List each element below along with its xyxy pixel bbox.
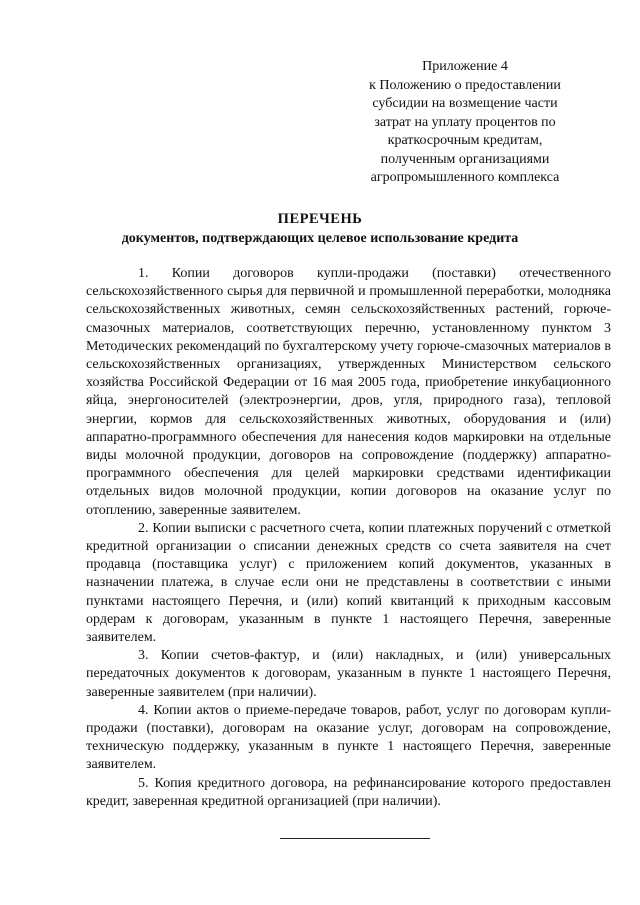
appendix-line: Приложение 4 [422, 59, 508, 74]
appendix-line: агропромышленного комплекса [370, 170, 560, 185]
appendix-line: затрат на уплату процентов по [374, 114, 556, 130]
footer-divider [280, 838, 430, 839]
list-item: 1. Копии договоров купли-продажи (поставки) отечественного сельскохозяйственного сырья для первичной и промышленной переработки, молодняка сельскохозяйственных животных, семян сельскохозяйственных растений, горюче-смазочных материалов, соответствующих перечню, установленному пунктом 3 Методических рекомендаций по бухгалтерскому учету горюче-смазочных материалов в сельскохозяйственных организациях, утвержденных Министерством сельского хозяйства Российской Федерации от 16 мая 2005 года, приобретение инкубационного яйца, энергоносителей (электроэнергии, дров, угля, природного газа), тепловой энергии, кормов для сельскохозяйственных животных, оборудования и (или) аппаратно-программного обеспечения для нанесения кодов маркировки на отдельные виды молочной продукции, договоров на сопровождение (поддержку) аппаратно-программного обеспечения для целей маркировки средствами идентификации отдельных видов молочной продукции, копии договоров на оказание услуг по отоплению, заверенные заявителем. [86, 266, 611, 518]
appendix-line: полученным организациями [380, 151, 550, 167]
document-heading [0, 210, 640, 248]
appendix-line: к Положению о предоставлении [369, 77, 561, 93]
list-item: 3. Копии счетов-фактур, и (или) накладных, и (или) универсальных передаточных документов к договорам, указанным в пункте 1 настоящего Перечня, заверенные заявителем (при наличии). [86, 648, 611, 700]
document-subtitle: документов, подтверждающих целевое использование кредита [121, 231, 519, 246]
document-body [86, 265, 611, 811]
appendix-block [340, 58, 590, 188]
appendix-line: субсидии на возмещение части [372, 96, 558, 111]
list-item: 4. Копии актов о приеме-передаче товаров, работ, услуг по договорам купли-продажи (поставки), договорам на оказание услуг, договорам на сопровождение, техническую поддержку, указанным в пункте 1 настоящего Перечня, заверенные заявителем. [86, 702, 611, 773]
appendix-line: краткосрочным кредитам, [387, 133, 543, 148]
list-item: 5. Копия кредитного договора, на рефинансирование которого предоставлен кредит, заверенная кредитной организацией (при наличии). [86, 775, 611, 809]
list-item: 2. Копии выписки с расчетного счета, копии платежных поручений с отметкой кредитной организации о списании денежных средств со счета заявителя на счет продавца (поставщика услуг) с приложением копий документов, указанных в назначении платежа, в случае если они не представлены в соответствии с иными пунктами настоящего Перечня, и (или) копий квитанций к приходным кассовым ордерам к договорам, указанным в пункте 1 настоящего Перечня, заверенные заявителем. [86, 520, 611, 646]
document-title: ПЕРЕЧЕНЬ [277, 211, 363, 227]
